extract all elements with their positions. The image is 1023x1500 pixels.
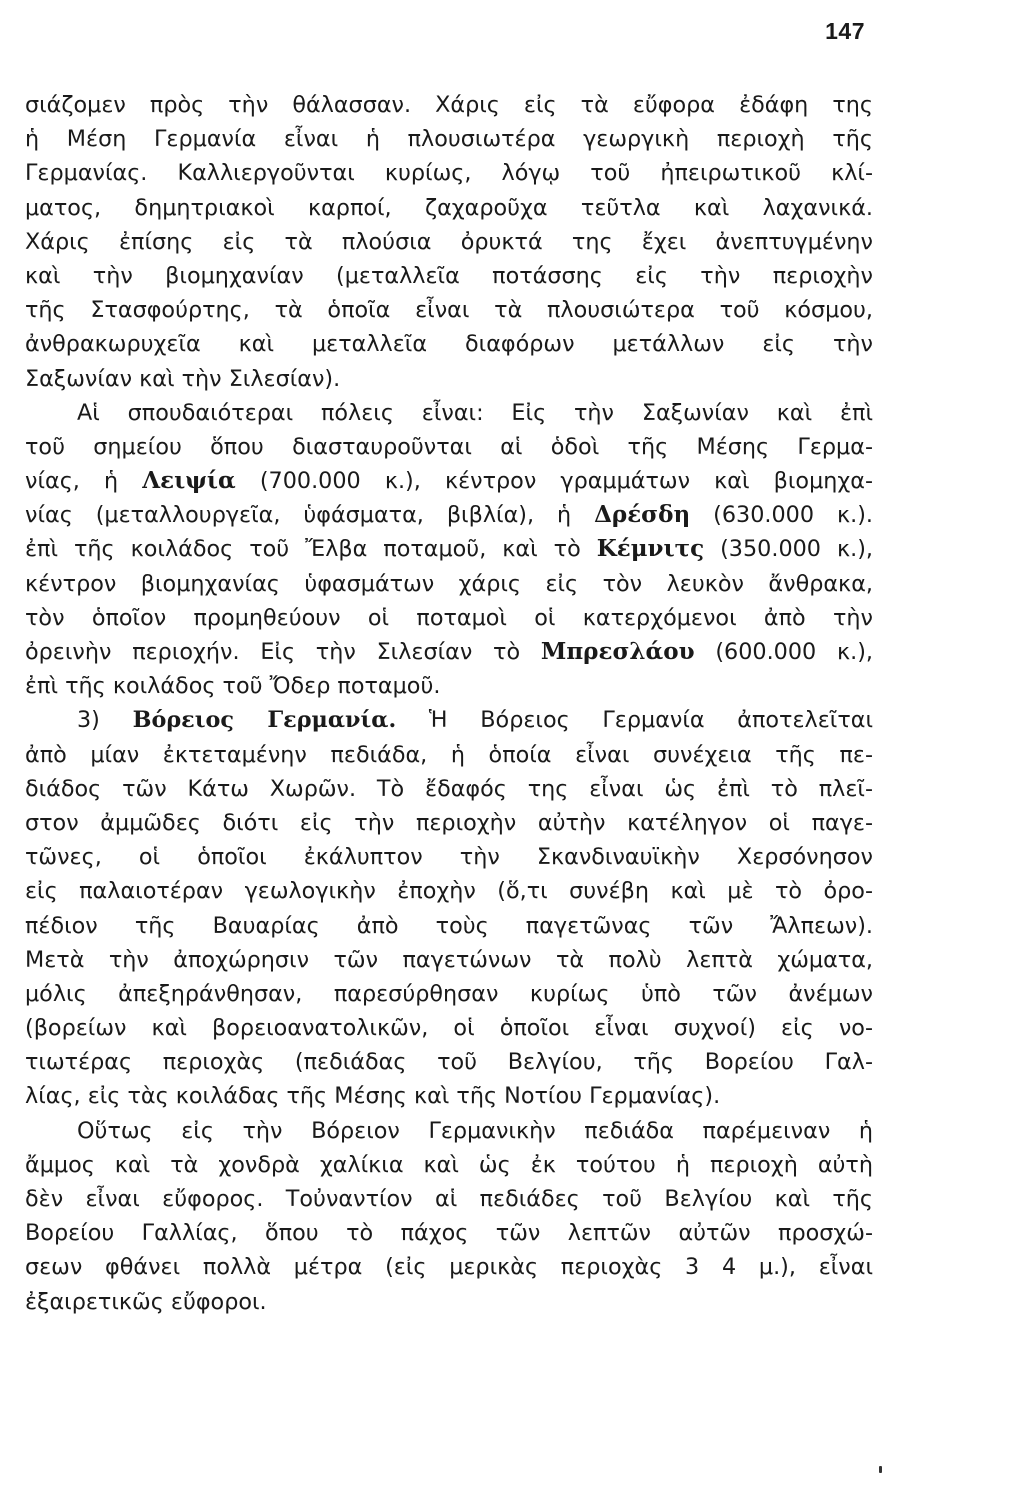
text-line: Βορείου Γαλλίας, ὅπου τὸ πάχος τῶν λεπτῶν αὐτῶν προσχώ- — [25, 1220, 873, 1247]
city-name-breslau: Μπρεσλάου — [540, 638, 695, 665]
text-segment: νίας, ἡ — [25, 468, 119, 495]
text-segment: (600.000 κ.), — [715, 639, 873, 665]
text-segment: (700.000 κ.), κέντρον γραμμάτων καὶ βιομηχα- — [259, 468, 874, 495]
text-line: στον ἀμμῶδες διότι εἰς τὴν περιοχὴν αὐτὴν κατέληγον οἱ παγε- — [25, 809, 873, 836]
text-line: τῶνες, οἱ ὁποῖοι ἐκάλυπτον τὴν Σκανδιναυϊκὴν Χερσόνησον — [25, 844, 873, 871]
text-line: (βορείων καὶ βορειοανατολικῶν, οἱ ὁποῖοι εἶναι συχνοί) εἰς νο- — [25, 1015, 873, 1042]
text-line: Αἱ σπουδαιότεραι πόλεις εἶναι: Εἰς τὴν Σαξωνίαν καὶ ἐπὶ — [77, 399, 873, 426]
text-line: τῆς Στασφούρτης, τὰ ὁποῖα εἶναι τὰ πλουσιώτερα τοῦ κόσμου, — [25, 297, 873, 324]
text-line — [25, 532, 873, 566]
text-line: Χάρις ἐπίσης εἰς τὰ πλούσια ὀρυκτά της ἔχει ἀνεπτυγμένην — [25, 228, 873, 255]
text-line: ἀνθρακωρυχεῖα καὶ μεταλλεῖα διαφόρων μετάλλων εἰς τὴν — [25, 331, 873, 358]
text-line: τιωτέρας περιοχὰς (πεδιάδας τοῦ Βελγίου, τῆς Βορείου Γαλ- — [25, 1049, 873, 1076]
text-line: δὲν εἶναι εὔφορος. Τοὐναντίον αἱ πεδιάδες τοῦ Βελγίου καὶ τῆς — [25, 1186, 873, 1212]
text-segment: (350.000 κ.), — [720, 536, 873, 563]
text-line: μόλις ἀπεξηράνθησαν, παρεσύρθησαν κυρίως ὑπὸ τῶν ἀνέμων — [25, 980, 873, 1007]
text-line — [25, 703, 873, 737]
city-name-dresden: Δρέσδη — [594, 501, 691, 529]
text-segment: Ἡ Βόρειος Γερμανία ἀποτελεῖται — [428, 707, 873, 734]
city-name-chemnitz: Κέμνιτς — [596, 535, 705, 563]
city-name-leipzig: Λειψία — [142, 467, 236, 495]
text-line: ἐξαιρετικῶς εὔφοροι. — [25, 1288, 267, 1315]
text-line: κέντρον βιομηχανίας ὑφασμάτων χάρις εἰς τὸν λευκὸν ἄνθρακα, — [25, 570, 873, 597]
section-number: 3) — [77, 707, 100, 734]
section-heading: Βόρειος Γερμανία. — [132, 707, 397, 734]
text-line: ἐπὶ τῆς κοιλάδος τοῦ Ὄδερ ποταμοῦ. — [25, 673, 441, 700]
text-line: εἰς παλαιοτέραν γεωλογικὴν ἐποχὴν (ὅ,τι συνέβη καὶ μὲ τὸ ὀρο- — [25, 878, 873, 905]
text-line: Οὕτως εἰς τὴν Βόρειον Γερμανικὴν πεδιάδα παρέμειναν ἡ — [77, 1117, 873, 1144]
text-line: ἡ Μέση Γερμανία εἶναι ἡ πλουσιωτέρα γεωργικὴ περιοχὴ τῆς — [25, 126, 873, 153]
text-line: λίας, εἰς τὰς κοιλάδας τῆς Μέσης καὶ τῆς Νοτίου Γερμανίας). — [25, 1083, 721, 1110]
text-line — [25, 464, 873, 498]
text-line: ματος, δημητριακοὶ καρποί, ζαχαροῦχα τεῦτλα καὶ λαχανικά. — [25, 194, 873, 221]
text-line — [25, 498, 873, 532]
text-line: σεων φθάνει πολλὰ μέτρα (εἰς μερικὰς περιοχὰς 3 4 μ.), εἶναι — [25, 1254, 873, 1281]
text-line: πέδιον τῆς Βαυαρίας ἀπὸ τοὺς παγετῶνας τῶν Ἄλπεων). — [25, 912, 873, 939]
text-segment: ὀρεινὴν περιοχήν. Εἰς τὴν Σιλεσίαν τὸ — [25, 639, 521, 665]
text-line: Γερμανίας. Καλλιεργοῦνται κυρίως, λόγῳ τοῦ ἠπειρωτικοῦ κλί- — [25, 160, 873, 187]
page-number: 147 — [825, 18, 865, 44]
text-line: Μετὰ τὴν ἀποχώρησιν τῶν παγετώνων τὰ πολὺ λεπτὰ χώματα, — [25, 946, 873, 973]
text-line: καὶ τὴν βιομηχανίαν (μεταλλεῖα ποτάσσης εἰς τὴν περιοχὴν — [25, 262, 873, 289]
body-text — [25, 88, 873, 1319]
text-line: Σαξωνίαν καὶ τὴν Σιλεσίαν). — [25, 365, 341, 392]
text-line: τὸν ὁποῖον προμηθεύουν οἱ ποταμοὶ οἱ κατερχόμενοι ἀπὸ τὴν — [25, 604, 873, 631]
text-line — [25, 635, 873, 669]
text-segment: ἐπὶ τῆς κοιλάδος τοῦ Ἔλβα ποταμοῦ, καὶ τὸ — [25, 536, 581, 563]
text-line: σιάζομεν πρὸς τὴν θάλασσαν. Χάρις εἰς τὰ εὔφορα ἐδάφη της — [25, 92, 873, 118]
text-line: ἀπὸ μίαν ἐκτεταμένην πεδιάδα, ἡ ὁποία εἶναι συνέχεια τῆς πε- — [25, 741, 873, 768]
stray-ink-mark — [879, 1466, 882, 1473]
text-segment: (630.000 κ.). — [713, 502, 874, 529]
text-segment: νίας (μεταλλουργεῖα, ὑφάσματα, βιβλία), ἡ — [25, 502, 572, 529]
text-line: τοῦ σημείου ὅπου διασταυροῦνται αἱ ὁδοὶ τῆς Μέσης Γερμα- — [25, 433, 873, 460]
text-line: ἄμμος καὶ τὰ χονδρὰ χαλίκια καὶ ὡς ἐκ τούτου ἡ περιοχὴ αὐτὴ — [25, 1151, 873, 1178]
text-line: διάδος τῶν Κάτω Χωρῶν. Τὸ ἔδαφός της εἶναι ὡς ἐπὶ τὸ πλεῖ- — [25, 775, 873, 802]
